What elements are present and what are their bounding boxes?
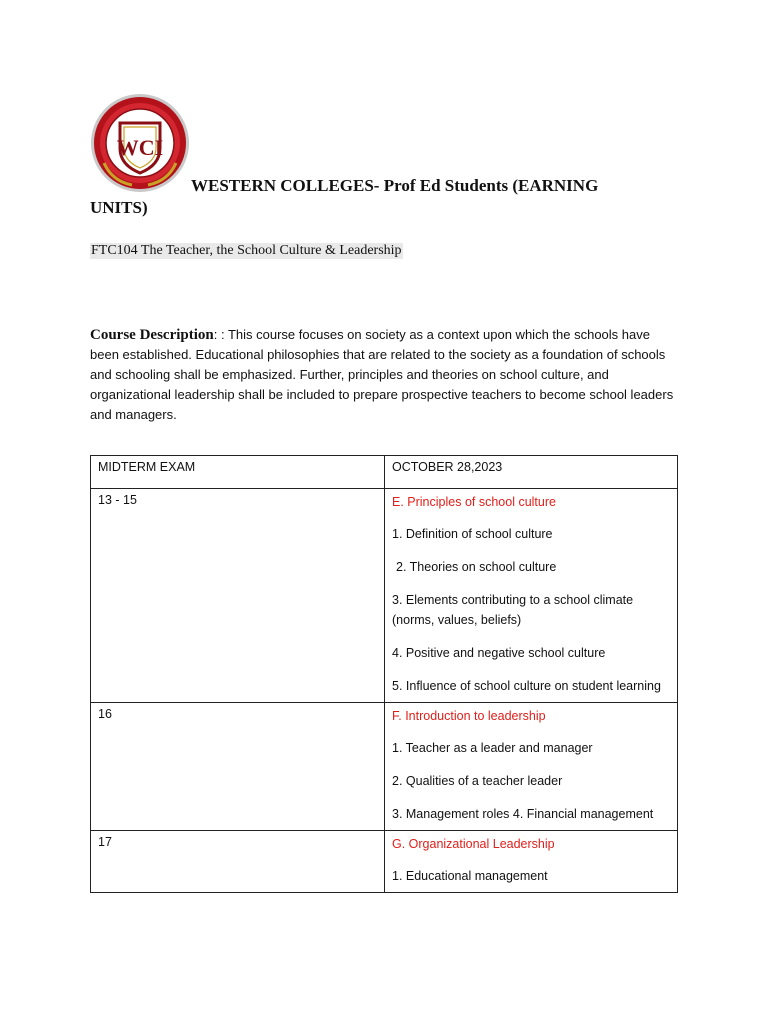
exam-label-cell: MIDTERM EXAM — [91, 456, 385, 489]
topics-cell — [385, 489, 678, 703]
topic-heading: G. Organizational Leadership — [392, 837, 555, 851]
weeks-cell: 17 — [91, 831, 385, 893]
college-seal-icon — [90, 93, 190, 193]
topic-item: 5. Influence of school culture on student learning — [392, 679, 661, 693]
table-header-row — [91, 456, 678, 489]
course-outline-table — [90, 455, 678, 893]
exam-date-cell: OCTOBER 28,2023 — [385, 456, 678, 489]
topic-item: 2. Qualities of a teacher leader — [392, 774, 563, 788]
course-description-text: : : This course focuses on society as a context upon which the schools have been established. Educational philosophies that are related to the society as a foundation of schools and schooling shall be emphasized. Further, principles and theories on school culture, and organizational leadership shall be included to prepare prospective teachers to become school leaders and managers. — [90, 327, 674, 422]
weeks-cell: 16 — [91, 703, 385, 831]
topic-heading: E. Principles of school culture — [392, 495, 556, 509]
topic-item: 3. Elements contributing to a school climate (norms, values, beliefs) — [392, 593, 634, 627]
topic-item: 1. Definition of school culture — [392, 527, 553, 541]
page-title: WESTERN COLLEGES- Prof Ed Students (EARNING — [191, 176, 599, 195]
topic-item: 3. Management roles 4. Financial management — [392, 807, 654, 821]
topic-item: 1. Educational management — [392, 869, 548, 883]
course-description — [90, 325, 680, 425]
weeks-cell: 13 - 15 — [91, 489, 385, 703]
topics-cell — [385, 831, 678, 893]
page-title-continued: UNITS) — [90, 198, 148, 217]
topic-item: 2. Theories on school culture — [396, 560, 557, 574]
table-row — [91, 703, 678, 831]
course-code: FTC104 The Teacher, the School Culture & Leadership — [91, 243, 402, 258]
svg-text:WCI: WCI — [116, 135, 164, 160]
topic-item: 4. Positive and negative school culture — [392, 646, 606, 660]
topic-heading: F. Introduction to leadership — [392, 709, 546, 723]
table-row — [91, 489, 678, 703]
topics-cell — [385, 703, 678, 831]
topic-item: 1. Teacher as a leader and manager — [392, 741, 593, 755]
course-description-label: Course Description — [90, 327, 214, 343]
table-row — [91, 831, 678, 893]
